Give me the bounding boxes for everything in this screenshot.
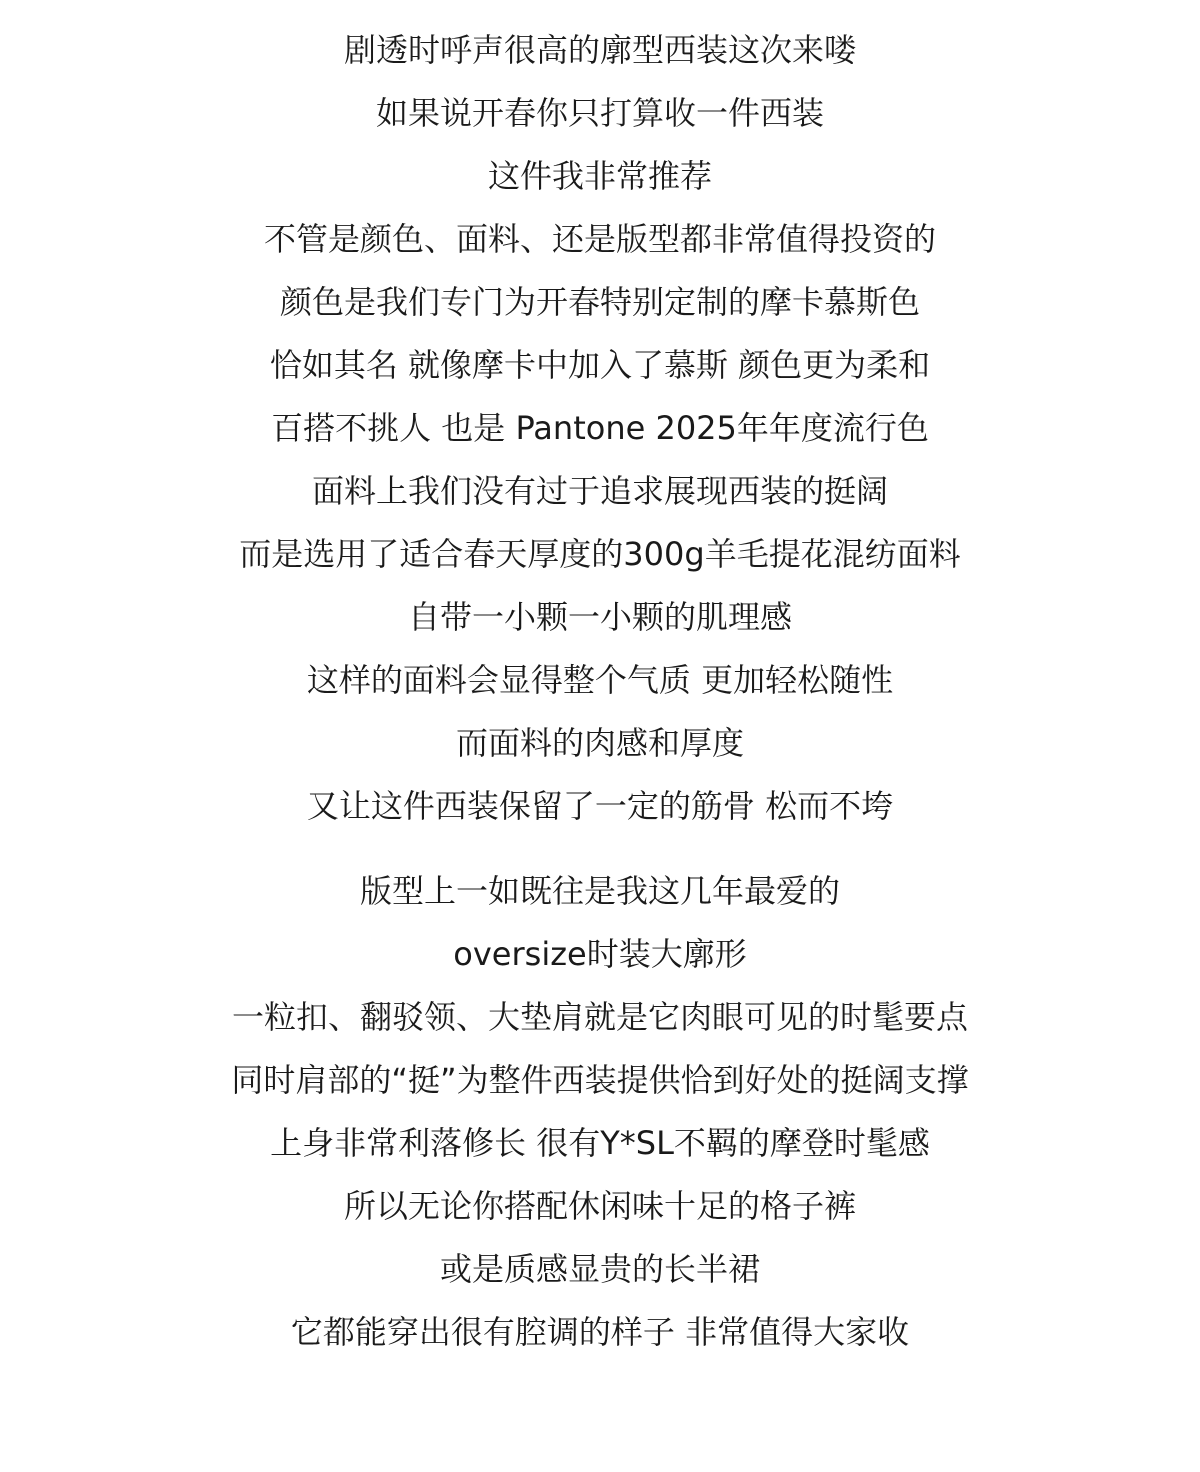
text-line: 颜色是我们专门为开春特别定制的摩卡慕斯色 <box>279 283 920 321</box>
text-line: 而是选用了适合春天厚度的300g羊毛提花混纺面料 <box>239 535 961 573</box>
text-line: 一粒扣、翻驳领、大垫肩就是它肉眼可见的时髦要点 <box>231 998 968 1036</box>
text-line: 上身非常利落修长 很有Y*SL不羁的摩登时髦感 <box>270 1124 930 1162</box>
text-line: 面料上我们没有过于追求展现西装的挺阔 <box>311 472 888 510</box>
text-line: 百搭不挑人 也是 Pantone 2025年年度流行色 <box>271 409 929 447</box>
text-line: oversize时装大廓形 <box>453 935 747 973</box>
text-line: 而面料的肉感和厚度 <box>455 724 744 762</box>
text-line: 剧透时呼声很高的廓型西装这次来喽 <box>343 31 856 69</box>
text-line: 如果说开春你只打算收一件西装 <box>375 94 824 132</box>
text-line: 或是质感显贵的长半裙 <box>439 1250 760 1288</box>
text-line: 所以无论你搭配休闲味十足的格子裤 <box>343 1187 856 1225</box>
text-line: 这样的面料会显得整个气质 更加轻松随性 <box>306 661 894 699</box>
text-line: 又让这件西装保留了一定的筋骨 松而不垮 <box>306 787 894 825</box>
text-line: 这件我非常推荐 <box>487 157 712 195</box>
text-line: 自带一小颗一小颗的肌理感 <box>407 598 792 636</box>
text-line: 不管是颜色、面料、还是版型都非常值得投资的 <box>263 220 936 258</box>
text-line: 恰如其名 就像摩卡中加入了慕斯 颜色更为柔和 <box>269 346 931 384</box>
text-line: 版型上一如既往是我这几年最爱的 <box>359 872 840 910</box>
text-line: 同时肩部的“挺”为整件西装提供恰到好处的挺阔支撑 <box>231 1061 969 1099</box>
text-line: 它都能穿出很有腔调的样子 非常值得大家收 <box>290 1313 910 1351</box>
